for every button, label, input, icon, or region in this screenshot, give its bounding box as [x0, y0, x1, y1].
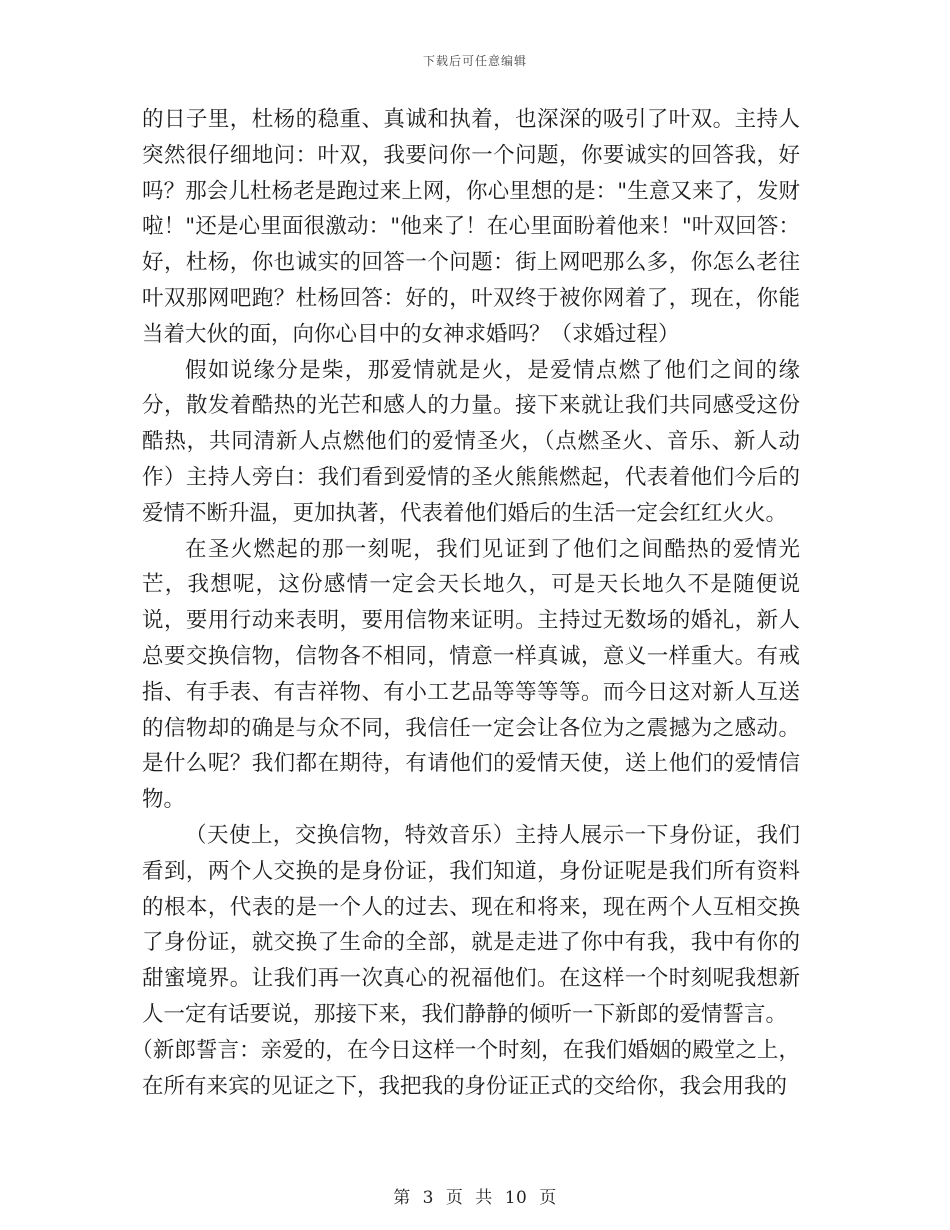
paragraph: （天使上，交换信物，特效音乐）主持人展示一下身份证，我们看到，两个人交换的是身份证，我们知道，身份证呢是我们所有资料的根本，代表的是一个人的过去、现在和将来，现在两个人互相交换了身份证，就交换了生命的全部，就是走进了你中有我，我中有你的甜蜜境界。让我们再一次真心的祝福他们。在这样一个时刻呢我想新人一定有话要说，那接下来，我们静静的倾听一下新郎的爱情誓言。 [142, 822, 800, 1027]
page-number-footer: 第 3 页 共 10 页 [393, 1188, 557, 1208]
paragraph-continued: 的日子里，杜杨的稳重、真诚和执着，也深深的吸引了叶双。主持人突然很仔细地问：叶双，我要问你一个问题，你要诚实的回答我，好吗？那会儿杜杨老是跑过来上网，你心里想的是："生意又来了，发财啦！"还是心里面很激动："他来了！在心里面盼着他来！"叶双回答：好，杜杨，你也诚实的回答一个问题：街上网吧那么多，你怎么老往叶双那网吧跑？杜杨回答：好的，叶双终于被你网着了，现在，你能当着大伙的面，向你心目中的女神求婚吗？（求婚过程） [142, 107, 800, 347]
document-body [131, 102, 800, 1104]
page-header: 下载后可任意编辑 [422, 54, 527, 68]
paragraph: （新郎誓言：亲爱的，在今日这样一个时刻，在我们婚姻的殿堂之上，在所有来宾的见证之下，我把我的身份证正式的交给你，我会用我的 [131, 1037, 800, 1099]
paragraph: 假如说缘分是柴，那爱情就是火，是爱情点燃了他们之间的缘分，散发着酷热的光芒和感人的力量。接下来就让我们共同感受这份酷热，共同清新人点燃他们的爱情圣火，（点燃圣火、音乐、新人动作）主持人旁白：我们看到爱情的圣火熊熊燃起，代表着他们今后的爱情不断升温，更加执著，代表着他们婚后的生活一定会红红火火。 [142, 357, 800, 526]
paragraph: 在圣火燃起的那一刻呢，我们见证到了他们之间酷热的爱情光芒，我想呢，这份感情一定会天长地久，可是天长地久不是随便说说，要用行动来表明，要用信物来证明。主持过无数场的婚礼，新人总要交换信物，信物各不相同，情意一样真诚，意义一样重大。有戒指、有手表、有吉祥物、有小工艺品等等等等。而今日这对新人互送的信物却的确是与众不同，我信任一定会让各位为之震撼为之感动。是什么呢？我们都在期待，有请他们的爱情天使，送上他们的爱情信物。 [142, 536, 800, 813]
